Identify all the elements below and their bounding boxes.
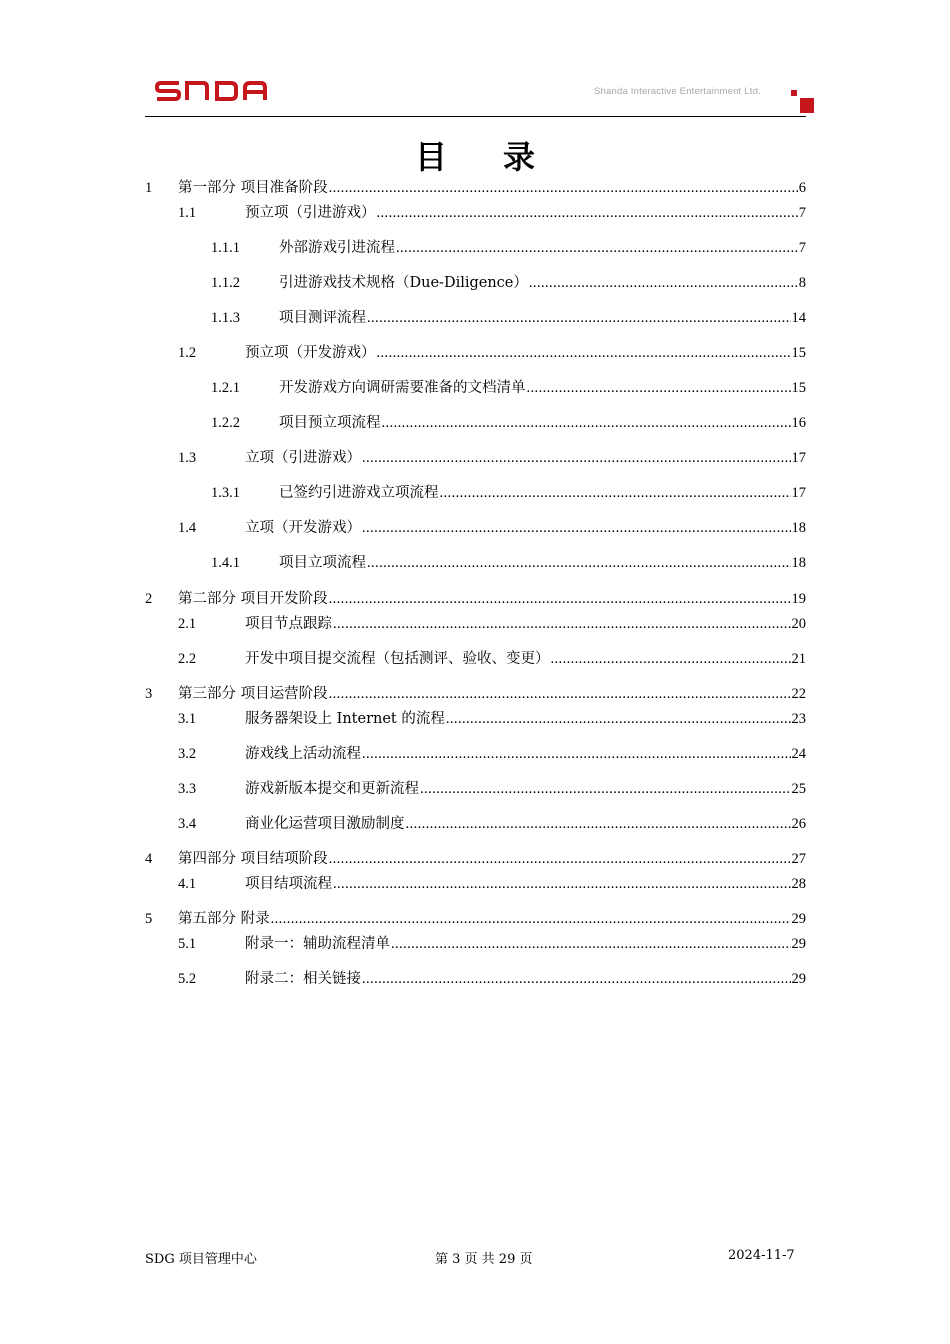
toc-entry-number: 1.1 xyxy=(178,205,197,221)
toc-entry-title: 第五部分 附录 xyxy=(178,911,270,927)
toc-entry[interactable] xyxy=(145,684,806,704)
toc-entry-page: 22 xyxy=(791,686,806,702)
toc-entry-title: 第二部分 项目开发阶段 xyxy=(178,591,328,607)
toc-entry-page: 25 xyxy=(791,781,806,797)
toc-entry-title: 预立项（开发游戏） xyxy=(245,345,376,361)
toc-entry-page: 7 xyxy=(798,205,806,221)
toc-entry-number: 1.4.1 xyxy=(211,555,240,571)
toc-entry-number: 3.1 xyxy=(178,711,197,727)
footer-page-info: 第 3 页 共 29 页 xyxy=(435,1252,533,1267)
toc-entry-title: 项目节点跟踪 xyxy=(245,616,332,632)
toc-dot-leader xyxy=(329,589,791,609)
toc-entry[interactable] xyxy=(178,744,806,764)
toc-entry-title: 已签约引进游戏立项流程 xyxy=(279,485,439,501)
toc-dot-leader xyxy=(271,909,791,929)
toc-entry-title: 商业化运营项目激励制度 xyxy=(245,816,405,832)
toc-entry[interactable] xyxy=(178,934,806,954)
toc-entry-page: 20 xyxy=(791,616,806,632)
toc-entry-title: 附录一：辅助流程清单 xyxy=(245,936,390,952)
toc-entry-page: 29 xyxy=(791,911,806,927)
toc-dot-leader xyxy=(406,814,791,834)
toc-entry-title: 第四部分 项目结项阶段 xyxy=(178,851,328,867)
toc-entry[interactable] xyxy=(178,709,806,729)
snda-logo-mark xyxy=(155,80,269,102)
toc-entry-number: 2.1 xyxy=(178,616,197,632)
toc-dot-leader xyxy=(329,178,798,198)
toc-entry-title: 服务器架设上 Internet 的流程 xyxy=(245,711,445,727)
toc-entry-title: 预立项（引进游戏） xyxy=(245,205,376,221)
toc-entry-page: 18 xyxy=(791,555,806,571)
toc-entry[interactable] xyxy=(178,874,806,894)
toc-dot-leader xyxy=(329,849,791,869)
toc-entry-title: 项目立项流程 xyxy=(279,555,366,571)
toc-entry-title: 项目结项流程 xyxy=(245,876,332,892)
toc-dot-leader xyxy=(377,203,798,223)
toc-entry[interactable] xyxy=(211,483,806,503)
toc-entry-number: 3 xyxy=(145,686,153,702)
toc-entry-number: 1.1.3 xyxy=(211,310,240,326)
toc-dot-leader xyxy=(333,874,791,894)
toc-title: 目录 xyxy=(414,138,591,176)
company-name: Shanda Interactive Entertainment Ltd. xyxy=(594,86,761,97)
toc-dot-leader xyxy=(362,518,791,538)
toc-entry-title: 开发中项目提交流程（包括测评、验收、变更） xyxy=(245,651,550,667)
toc-entry-page: 26 xyxy=(791,816,806,832)
toc-entry-page: 15 xyxy=(791,380,806,396)
toc-entry[interactable] xyxy=(178,203,806,223)
toc-entry-title: 引进游戏技术规格（Due-Diligence） xyxy=(279,275,528,291)
toc-entry-page: 29 xyxy=(791,936,806,952)
toc-entry-number: 1.2 xyxy=(178,345,197,361)
toc-dot-leader xyxy=(446,709,791,729)
toc-dot-leader xyxy=(382,413,791,433)
toc-dot-leader xyxy=(377,343,791,363)
toc-entry[interactable] xyxy=(145,849,806,869)
toc-dot-leader xyxy=(329,684,791,704)
toc-entry-title: 第三部分 项目运营阶段 xyxy=(178,686,328,702)
toc-entry-page: 19 xyxy=(791,591,806,607)
brand-square-small xyxy=(791,90,797,96)
toc-entry[interactable] xyxy=(178,343,806,363)
footer-left: SDG 项目管理中心 xyxy=(145,1252,257,1267)
toc-entry-page: 17 xyxy=(791,485,806,501)
toc-entry[interactable] xyxy=(178,814,806,834)
toc-entry-number: 1.1.1 xyxy=(211,240,240,256)
toc-entry-page: 18 xyxy=(791,520,806,536)
toc-dot-leader xyxy=(527,378,791,398)
toc-entry-title: 立项（开发游戏） xyxy=(245,520,361,536)
toc-entry[interactable] xyxy=(178,779,806,799)
toc-entry-number: 1.3 xyxy=(178,450,197,466)
toc-entry[interactable] xyxy=(211,413,806,433)
snda-logo xyxy=(155,80,269,102)
toc-entry-page: 24 xyxy=(791,746,806,762)
toc-entry[interactable] xyxy=(145,178,806,198)
toc-entry[interactable] xyxy=(211,273,806,293)
toc-entry[interactable] xyxy=(211,553,806,573)
toc-entry-title: 游戏新版本提交和更新流程 xyxy=(245,781,419,797)
toc-entry-page: 7 xyxy=(798,240,806,256)
toc-entry-title: 立项（引进游戏） xyxy=(245,450,361,466)
toc-entry[interactable] xyxy=(178,518,806,538)
toc-entry-number: 3.3 xyxy=(178,781,197,797)
toc-dot-leader xyxy=(362,969,791,989)
toc-dot-leader xyxy=(396,238,798,258)
toc-entry-title: 开发游戏方向调研需要准备的文档清单 xyxy=(279,380,526,396)
toc-entry-title: 项目测评流程 xyxy=(279,310,366,326)
toc-dot-leader xyxy=(362,448,791,468)
toc-entry-number: 5.2 xyxy=(178,971,197,987)
toc-entry-number: 4 xyxy=(145,851,153,867)
toc-entry-title: 项目预立项流程 xyxy=(279,415,381,431)
toc-entry-page: 29 xyxy=(791,971,806,987)
footer-date: 2024-11-7 xyxy=(728,1248,795,1263)
toc-dot-leader xyxy=(367,308,791,328)
toc-entry[interactable] xyxy=(178,649,806,669)
toc-dot-leader xyxy=(440,483,791,503)
toc-entry-number: 1.1.2 xyxy=(211,275,240,291)
toc-entry-page: 17 xyxy=(791,450,806,466)
header-divider xyxy=(145,116,806,117)
toc-dot-leader xyxy=(391,934,791,954)
toc-entry-title: 附录二：相关链接 xyxy=(245,971,361,987)
toc-entry-title: 外部游戏引进流程 xyxy=(279,240,395,256)
toc-entry-number: 1.2.1 xyxy=(211,380,240,396)
toc-entry-page: 15 xyxy=(791,345,806,361)
toc-entry-number: 1 xyxy=(145,180,153,196)
toc-entry[interactable] xyxy=(178,614,806,634)
toc-entry-number: 2 xyxy=(145,591,153,607)
toc-entry-number: 5 xyxy=(145,911,153,927)
toc-entry-page: 28 xyxy=(791,876,806,892)
toc-entry-page: 23 xyxy=(791,711,806,727)
toc-dot-leader xyxy=(551,649,791,669)
toc-entry-number: 1.3.1 xyxy=(211,485,240,501)
toc-entry-page: 6 xyxy=(798,180,806,196)
toc-entry[interactable] xyxy=(145,909,806,929)
toc-entry-number: 1.4 xyxy=(178,520,197,536)
toc-entry[interactable] xyxy=(211,308,806,328)
toc-dot-leader xyxy=(333,614,791,634)
toc-entry-page: 14 xyxy=(791,310,806,326)
toc-entry-number: 3.2 xyxy=(178,746,197,762)
toc-dot-leader xyxy=(529,273,798,293)
toc-entry-number: 3.4 xyxy=(178,816,197,832)
toc-entry-page: 27 xyxy=(791,851,806,867)
toc-entry[interactable] xyxy=(145,589,806,609)
toc-entry[interactable] xyxy=(211,238,806,258)
toc-dot-leader xyxy=(420,779,791,799)
toc-entry[interactable] xyxy=(211,378,806,398)
toc-entry-title: 游戏线上活动流程 xyxy=(245,746,361,762)
toc-entry-page: 21 xyxy=(791,651,806,667)
toc-dot-leader xyxy=(367,553,791,573)
toc-entry-number: 1.2.2 xyxy=(211,415,240,431)
toc-entry-number: 5.1 xyxy=(178,936,197,952)
toc-entry-number: 4.1 xyxy=(178,876,197,892)
toc-entry-page: 8 xyxy=(798,275,806,291)
toc-dot-leader xyxy=(362,744,791,764)
toc-entry[interactable] xyxy=(178,969,806,989)
toc-entry[interactable] xyxy=(178,448,806,468)
toc-entry-page: 16 xyxy=(791,415,806,431)
toc-entry-number: 2.2 xyxy=(178,651,197,667)
toc-entry-title: 第一部分 项目准备阶段 xyxy=(178,180,328,196)
brand-square-large xyxy=(800,98,814,113)
